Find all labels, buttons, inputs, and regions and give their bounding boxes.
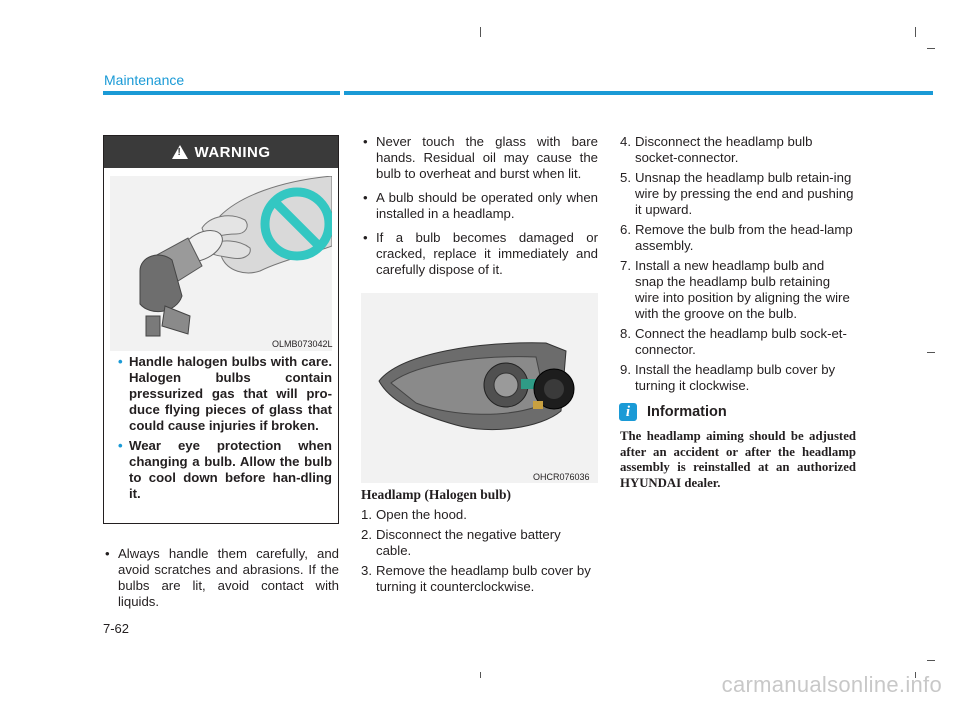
halogen-bulb-illustration [110,176,332,351]
warning-list [118,354,332,506]
crop-mark [480,672,481,678]
crop-mark [927,660,935,661]
warning-figure-code: OLMB073042L [272,339,333,349]
header-rule [103,91,933,95]
crop-mark [927,48,935,49]
crop-mark [915,27,916,37]
headlamp-figure-code: OHCR076036 [533,472,590,482]
handling-bullets [103,546,339,610]
procedure-step: 5. Unsnap the headlamp bulb retain-ing wire by pressing the end and pushing it upward. [620,170,854,217]
procedure-step: 7. Install a new headlamp bulb and snap the headlamp bulb retaining wire into position by aligning the wire with the groove on the bulb. [620,258,850,321]
procedure-step: 6. Remove the bulb from the head-lamp assembly. [620,222,853,253]
warning-item: • Wear eye protection when changing a bulb. Allow the bulb to cool down before han-dling it. [118,438,332,502]
warning-bar [104,136,338,168]
procedure-steps-1 [361,507,598,595]
info-icon: i [619,403,637,421]
procedure-step: 1. Open the hood. [361,507,467,522]
hand-holding-bulb-icon [110,176,332,351]
section-title: Maintenance [104,72,185,88]
procedure-middle [361,487,598,599]
procedure-heading: Headlamp (Halogen bulb) [361,487,512,502]
information-title: Information [647,404,727,420]
procedure-step: 8. Connect the headlamp bulb sock-et-connector. [620,326,847,357]
bullet-item: • If a bulb becomes damaged or cracked, replace it immediately and carefully dispose of it. [361,230,598,278]
crop-mark [927,352,935,353]
warning-box [103,135,339,524]
procedure-step: 2. Disconnect the negative battery cable. [361,527,561,558]
watermark: carmanualsonline.info [721,672,942,697]
headlamp-icon [361,293,598,483]
bullet-item: • Always handle them carefully, and avoid scratches and abrasions. If the bulbs are lit, avoid contact with liquids. [103,546,339,610]
headlamp-assembly-illustration [361,293,598,483]
procedure-step: 3. Remove the headlamp bulb cover by turning it counterclockwise. [361,563,591,594]
information-text: The headlamp aiming should be adjusted after an accident or after the headlamp assembly is reinstalled at an authorized HYUNDAI dealer. [620,429,856,490]
information-heading [619,403,727,421]
bullet-item: • A bulb should be operated only when installed in a headlamp. [361,190,598,222]
procedure-step: 4. Disconnect the headlamp bulb socket-connector. [620,134,813,165]
page-number: 7-62 [103,621,130,636]
procedure-steps-2 [620,134,856,394]
crop-mark [480,27,481,37]
procedure-step: 9. Install the headlamp bulb cover by turning it clockwise. [620,362,836,393]
warning-triangle-icon: ! [172,145,188,159]
bullet-item: • Never touch the glass with bare hands. Residual oil may cause the bulb to overheat and burst when lit. [361,134,598,182]
warning-item: • Handle halogen bulbs with care. Halogen bulbs contain pressurized gas that will pro-duce flying pieces of glass that could cause injuries if broken. [118,354,332,434]
header-rule-gap [340,91,344,95]
left-column [103,546,339,618]
middle-column [361,134,598,286]
bulb-care-bullets [361,134,598,278]
right-column [620,134,856,398]
warning-title: WARNING [194,143,271,161]
